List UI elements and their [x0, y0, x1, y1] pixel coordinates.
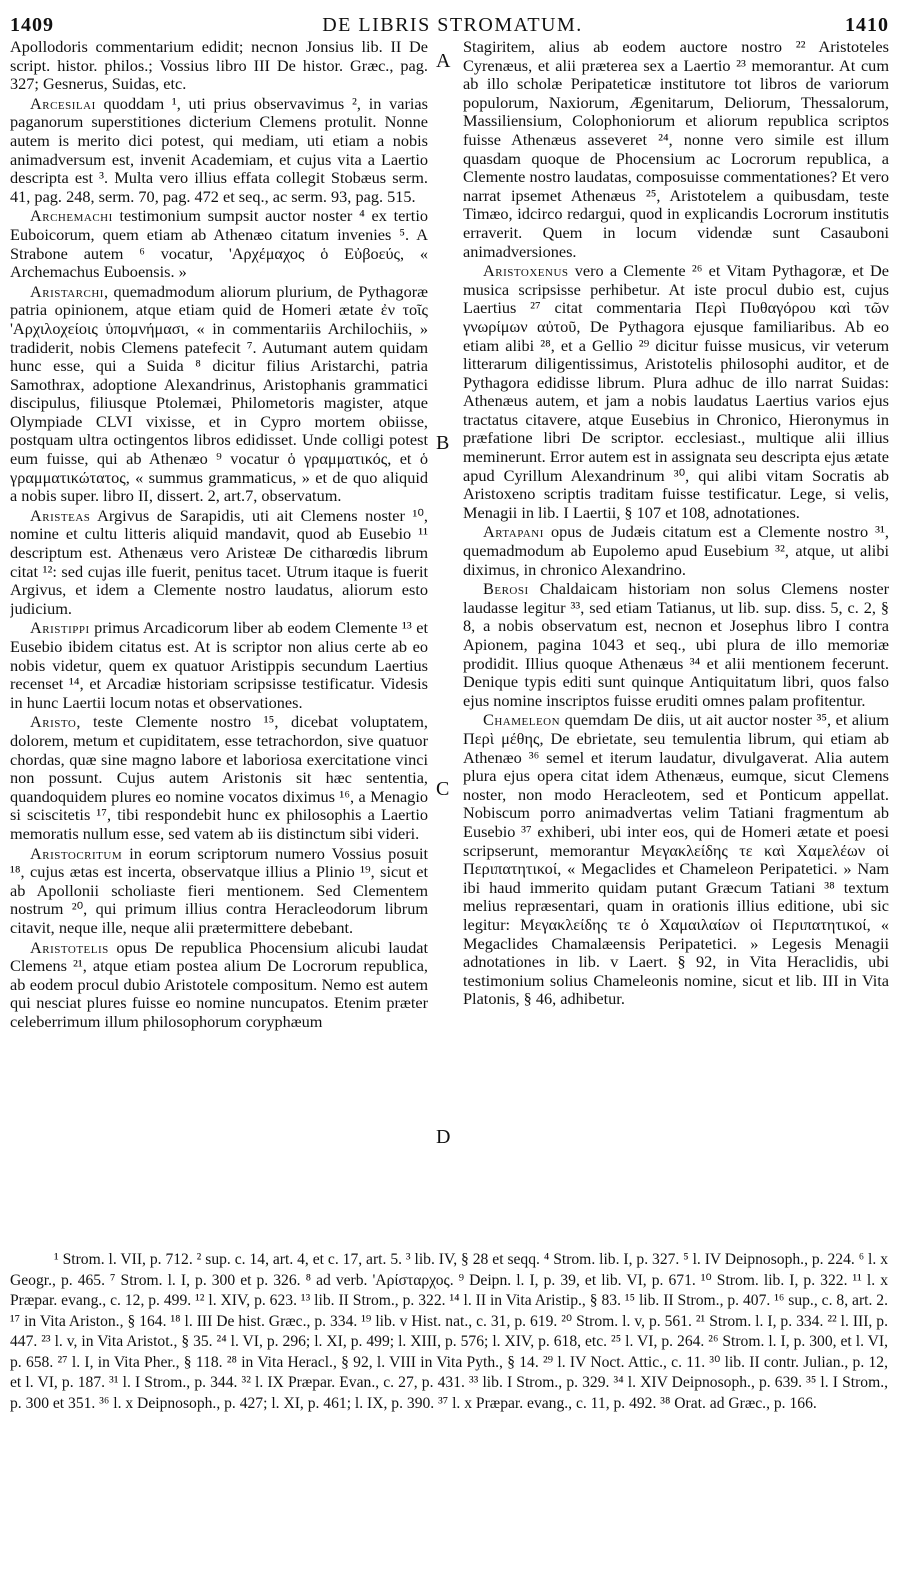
- page-number-right: 1410: [845, 14, 889, 36]
- paragraph: [463, 523, 889, 579]
- margin-letter-c: C: [436, 778, 450, 800]
- footnotes: [10, 1250, 888, 1414]
- paragraph-text: Apollodoris commentarium edidit; necnon Jonsius lib. II De script. histor. philos.; Vossius libro III De histor. Græc., pag. 327; Gesnerus, Suidas, etc.: [10, 38, 428, 94]
- entry-lead: Aristocritum: [30, 843, 123, 863]
- paragraph-text: in eorum scriptorum numero Vossius posuit ¹⁸, cujus ætas est incerta, observatque illius a Plinio ¹⁹, sicut et ab Apollonii scholiaste fieri mentionem. Sed Clementem nostrum ²⁰, qui primum illius contra Heracleodorum librum citavit, neque ille, neque alii prætermittere debebant.: [10, 843, 428, 937]
- paragraph-text: vero a Clemente ²⁶ et Vitam Pythagoræ, et De musica scripsisse perhibetur. At iste procul dubio est, cujus Laertius ²⁷ citat commentaria Περὶ Πυθαγόρου καὶ τῶν γνωρίμων αὐτοῦ, De Pythagora ejusque familiaribus. Ab eo etiam alibi ²⁸, et a Gellio ²⁹ dicitur fuisse musicus, vir veterum litterarum diligentissimus, Aristotelis philosophi auditor, et de Pythagora edidisse librum. Plura adhuc de illo narrat Suidas: Athenæus autem, et jam a nobis laudatus Laertius varios ejus tractatus citavere, atque Eusebius in Chronico, Hieronymus in præfatione libri De scriptor. ecclesiast., multique alii illius meminerunt. Error autem est in assignata seu descripta ejus ætate apud Cyrillum Alexandrinum ³⁰, qui alibi vitam Socratis ab Aristoxeno scriptis traditam fuisse testificatur. Lege, si velis, Menagii in lib. I Laertii, § 107 et 108, adnotationes.: [463, 261, 889, 522]
- paragraph-text: , quemadmodum aliorum plurium, de Pythagoræ patria opinionem, atque etiam quid de Homeri ætate ἐν τοῖς 'Αρχιλοχείοις ὑπομνήμασι, « in commentariis Archilochiis, » tradiderit, nobis Clemens patefecit ⁷. Autumant autem quidam hunc esse, qui a Suida ⁸ dicitur filius Aristarchi, patria Samothrax, adoptione Alexandrinus, Aristophanis grammatici discipulus, filiusque Ptolemæi, Philometoris magister, atque Olympiade CLVI vixisse, et in Cypro mortem obiisse, postquam ultra octingentos libros edidisset. Unde colligi potest eum fuisse, qui ab Athenæo ⁹ vocatur ὁ γραμματικός, et ὁ γραμματικώτατος, « summus grammaticus, » et de quo aliquid a nobis super. libro II, dissert. 2, art.7, observatum.: [10, 281, 428, 506]
- paragraph-text: Argivus de Sarapidis, uti ait Clemens noster ¹⁰, nomine et cultu litteris aliquid mandavit, quod ab Eusebio ¹¹ descriptum est. Athenæus vero Aristeæ De citharœdis librum citat ¹²: sed cujas ille fuerit, penitus tacet. Utrum itaque is fuerit Argivus, et idem a Clemente nostro laudatus, aliorum esto judicium.: [10, 505, 428, 618]
- paragraph-text: opus de Judæis citatum est a Clemente nostro ³¹, quemadmodum ab Eupolemo apud Eusebium ³², atque, ut alibi diximus, in chronico Alexandrino.: [463, 522, 889, 579]
- running-header: [0, 0, 905, 40]
- paragraph: [463, 262, 889, 522]
- page-number-left: 1409: [10, 14, 54, 36]
- paragraph-text: , teste Clemente nostro ¹⁵, dicebat voluptatem, dolorem, metum et cupiditatem, esse tetrachordon, sive quatuor chordas, quæ sine magno labore et laboriosa exercitatione vinci non possunt. Cujus autem Aristonis sit hæc sententia, quandoquidem plures eo nomine vocatos diximus ¹⁶, a Menagio si sciscitetis ¹⁷, tibi respondebit hunc ex philosophis a Laertio memoratis nullum esse, sed vatem ab iis distinctum sibi videri.: [10, 712, 428, 843]
- paragraph: [10, 207, 428, 281]
- entry-lead: Chameleon: [483, 710, 561, 730]
- paragraph-text: quoddam ¹, uti prius observavimus ², in varias paganorum superstitiones dicterium Clemens protulit. Nonne autem is merito dici potest, qui mediam, uti etiam a nobis animadversum est, invenit Academiam, et cujus vita a Laertio descripta est ³. Multa vero illius effata collegit Stobæus serm. 41, pag. 248, serm. 70, pag. 472 et seq., ac serm. 93, pag. 515.: [10, 93, 428, 206]
- paragraph: [10, 283, 428, 506]
- paragraph-text: primus Arcadicorum liber ab eodem Clemente ¹³ et Eusebio ibidem citatus est. At is scriptor non alius certe ab eo nobis videtur, quem ex quatuor Aristippis secundum Laertius recenset ¹⁴, et Arcadiæ historiam scripsisse testificatur. Videsis in hunc Laertii locum notas et observationes.: [10, 618, 428, 712]
- paragraph: [10, 845, 428, 938]
- footnotes-text: ¹ Strom. l. VII, p. 712. ² sup. c. 14, art. 4, et c. 17, art. 5. ³ lib. IV, § 28 et seqq. ⁴ Strom. lib. I, p. 327. ⁵ l. IV Deipnosoph., p. 224. ⁶ l. x Geogr., p. 465. ⁷ Strom. l. I, p. 300 et p. 326. ⁸ ad verb. 'Αρίσταρχος. ⁹ Deipn. l. I, p. 39, et lib. VI, p. 671. ¹⁰ Strom. lib. I, p. 322. ¹¹ l. x Præpar. evang., c. 12, p. 499. ¹² l. XIV, p. 623. ¹³ lib. II Strom., p. 322. ¹⁴ l. II in Vita Aristip., § 83. ¹⁵ lib. II Strom., p. 407. ¹⁶ sup., c. 8, art. 2. ¹⁷ in Vita Ariston., § 164. ¹⁸ l. III De hist. Græc., p. 334. ¹⁹ lib. v Hist. nat., c. 31, p. 619. ²⁰ Strom. l. v, p. 561. ²¹ Strom. l. I, p. 334. ²² l. III, p. 447. ²³ l. v, in Vita Aristot., § 35. ²⁴ l. VI, p. 296; l. XI, p. 499; l. XIII, p. 576; l. XIV, p. 618, etc. ²⁵ l. VI, p. 264. ²⁶ Strom. l. I, p. 300, et l. VI, p. 658. ²⁷ l. I, in Vita Pher., § 118. ²⁸ in Vita Heracl., § 92, l. VIII in Vita Pyth., § 14. ²⁹ l. IV Noct. Attic., c. 11. ³⁰ lib. II contr. Julian., p. 12, et l. VI, p. 187. ³¹ l. I Strom., p. 344. ³² l. IX Præpar. Evan., c. 27, p. 431. ³³ lib. I Strom., p. 329. ³⁴ l. XIV Deipnosoph., p. 639. ³⁵ l. I Strom., p. 300 et 351. ³⁶ l. x Deipnosoph., p. 427; l. XI, p. 461; l. IX, p. 390. ³⁷ l. x Præpar. evang., c. 11, p. 492. ³⁸ Orat. ad Græc., p. 166.: [10, 1251, 888, 1412]
- paragraph-text: Stagiritem, alius ab eodem auctore nostro ²² Aristoteles Cyrenæus, et alii præterea sex a Laertio ²³ memorantur. At cum ab illo scholæ Peripateticæ institutore tot libros de variorum populorum, Naxiorum, Ægenitarum, Deliorum, Thessalorum, Massiliensium, Colophoniorum et aliorum republica scriptos fuisse Athenæus asseveret ²⁴, nonne vero simile est illum quasdam quoque de Phocensium ac Locrorum republica, a Clemente nostro laudatas, composuisse commentationes? Et vero narrat ipsemet Athenæus ²⁵, Aristotelem a quibusdam, teste Timæo, idcirco redargui, quod in explicandis Locrorum institutis erraverit. Quem in locum videndæ sunt Casauboni animadversiones.: [463, 38, 889, 261]
- entry-lead: Aristeas: [30, 505, 91, 525]
- margin-letter-b: B: [436, 432, 450, 454]
- entry-lead: Aristoxenus: [483, 261, 569, 281]
- entry-lead: Artapani: [483, 522, 544, 542]
- paragraph: [463, 38, 889, 261]
- entry-lead: Berosi: [483, 579, 529, 599]
- paragraph: [463, 580, 889, 710]
- paragraph-text: opus De republica Phocensium alicubi laudat Clemens ²¹, atque etiam postea alium De Locrorum republica, ab eodem procul dubio Aristotele compositum. Nemo est autem qui nesciat plures fuisse eo nomine nuncupatos. Etenim præter celeberrimum illum philosophorum coryphæum: [10, 937, 428, 1031]
- entry-lead: Archemachi: [30, 206, 113, 226]
- entry-lead: Aristarchi: [30, 281, 104, 301]
- paragraph: [10, 507, 428, 619]
- left-column: [10, 38, 428, 1234]
- paragraph-text: quemdam De diis, ut ait auctor noster ³⁵, et alium Περὶ μέθης, De ebrietate, seu temulentia librum, qui etiam ab Athenæo ³⁶ semel et iterum laudatur, divulgaverat. Alia autem plura ejus opera citat idem Athenæus, eumque, sicut Clemens noster, non modo Heracleotem, sed et Ponticum appellat. Nobiscum porro animadvertas velim Tatiani fragmentum ab Eusebio ³⁷ exhiberi, ubi inter eos, qui de Homeri ætate et poesi scripserunt, memorantur Μεγακλείδης τε καὶ Χαμελέων οἱ Περιπατητικοί, « Megaclides et Chameleon Peripatetici. » Nam ibi haud immerito quidam putant Græcum Tatiani ³⁸ textum melius repræsentari, quam in orationis illius editione, ubi sic legitur: Μεγακλείδης τε ὁ Χαμαιλαίων οἱ Περιπατητικοί, « Megaclides Chamalæensis Peripatetici. » Legesis Menagii adnotationes in lib. v Laert. § 92, in Vita Heraclidis, ubi testimonium solius Chameleonis nomine, sicut et lib. III in Vita Platonis, § 46, adhibetur.: [463, 710, 889, 1009]
- paragraph-text: Chaldaicam historiam non solus Clemens noster laudasse legitur ³³, sed etiam Tatianus, ut lib. sup. diss. 5, c. 2, § 8, a nobis observatum est, necnon et Josephus libro I contra Apionem, pagina 1043 et seq., ubi plura de illo memoriæ prodidit. Illius quoque Athenæus ³⁴ et alii mentionem fecerunt. Denique typis editi sunt quinque Antiquitatum libri, quos falso ejus nomine inscriptos fuisse eruditi omnes palam profitentur.: [463, 579, 889, 710]
- paragraph: [10, 939, 428, 1032]
- margin-letter-a: A: [436, 50, 451, 72]
- paragraph-text: testimonium sumpsit auctor noster ⁴ ex tertio Euboicorum, quem etiam ab Athenæo citatum invenies ⁵. A Strabone autem ⁶ vocatur, 'Αρχέμαχος ὁ Εὐβοεύς, « Archemachus Euboensis. »: [10, 206, 428, 282]
- entry-lead: Arcesilai: [30, 93, 96, 113]
- paragraph: [10, 713, 428, 843]
- running-title: DE LIBRIS STROMATUM.: [322, 14, 583, 36]
- right-column: [463, 38, 889, 1234]
- paragraph: [463, 711, 889, 1009]
- entry-lead: Aristippi: [30, 618, 90, 638]
- paragraph: [10, 95, 428, 207]
- paragraph: [10, 38, 428, 94]
- entry-lead: Aristo: [30, 712, 77, 732]
- entry-lead: Aristotelis: [30, 937, 109, 957]
- margin-letter-d: D: [436, 1126, 451, 1148]
- paragraph: [10, 619, 428, 712]
